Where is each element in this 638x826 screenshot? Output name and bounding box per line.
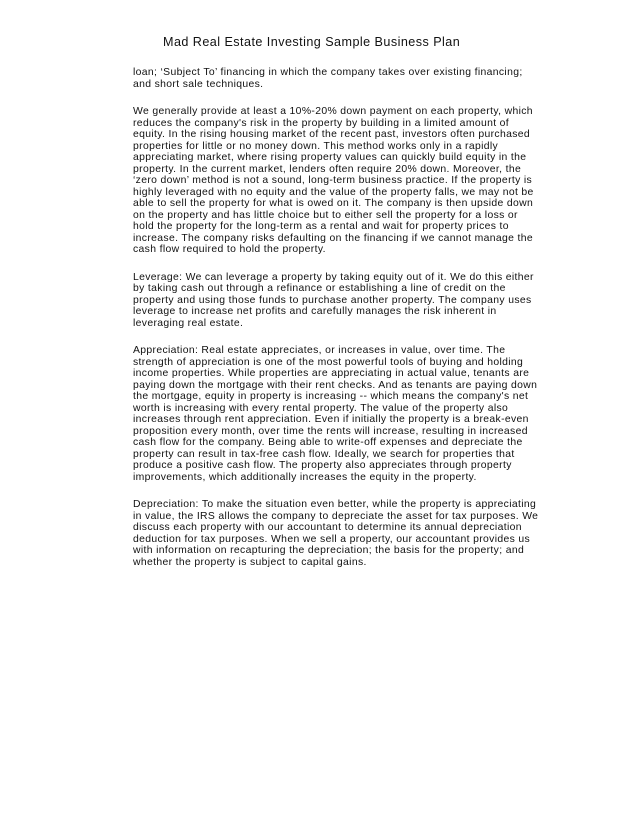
paragraph-leverage: Leverage: We can leverage a property by taking equity out of it. We do this either by taking cash out through a refinance or establishing a line of credit on the property and using those funds to purchase another property. The company uses leverage to increase net profits and carefully manages the risk inherent in leveraging real estate. [133,271,534,329]
paragraph-depreciation: Depreciation: To make the situation even better, while the property is appreciating in value, the IRS allows the company to depreciate the asset for tax purposes. We discuss each property with our accountant to determine its annual depreciation deduction for tax purposes. When we sell a property, our accountant provides us with information on recapturing the depreciation; the basis for the property; and whether the property is subject to capital gains. [133,499,539,568]
paragraph-financing-techniques: loan; ‘Subject To’ financing in which the company takes over existing financing; and short sale techniques. [133,67,523,90]
paragraph-down-payment: We generally provide at least a 10%-20% down payment on each property, which reduces the company's risk in the property by building in a limited amount of equity. In the rising housing market of the recent past, investors often purchased properties for little or no money down. This method works only in a rapidly appreciating market, where rising property values can quickly build equity in the property. In the current market, lenders often require 20% down. Moreover, the ‘zero down’ method is not a sound, long-term business practice. If the property is highly leveraged with no equity and the value of the property falls, we may not be able to sell the property for what is owed on it. The company is then upside down on the property and has little choice but to either sell the property for a loss or hold the property for the long-term as a rental and wait for property prices to increase. The company risks defaulting on the financing if we cannot manage the cash flow required to hold the property. [133,106,534,255]
page-title: Mad Real Estate Investing Sample Business Plan [163,35,461,49]
document-body [133,67,541,584]
paragraph-appreciation: Appreciation: Real estate appreciates, or increases in value, over time. The strength of appreciation is one of the most powerful tools of buying and holding income properties. While properties are appreciating in actual value, tenants are paying down the mortgage with their rent checks. And as tenants are paying down the mortgage, equity in property is increasing -- which means the company's net worth is increasing with every rental property. The value of the property also increases through rent appreciation. Even if initially the property is a break-even proposition every month, over time the rents will increase, resulting in increased cash flow for the company. Being able to write-off expenses and depreciate the property can result in tax-free cash flow. Ideally, we search for properties that produce a positive cash flow. The property also appreciates through property improvements, which additionally increases the equity in the property. [133,345,538,483]
